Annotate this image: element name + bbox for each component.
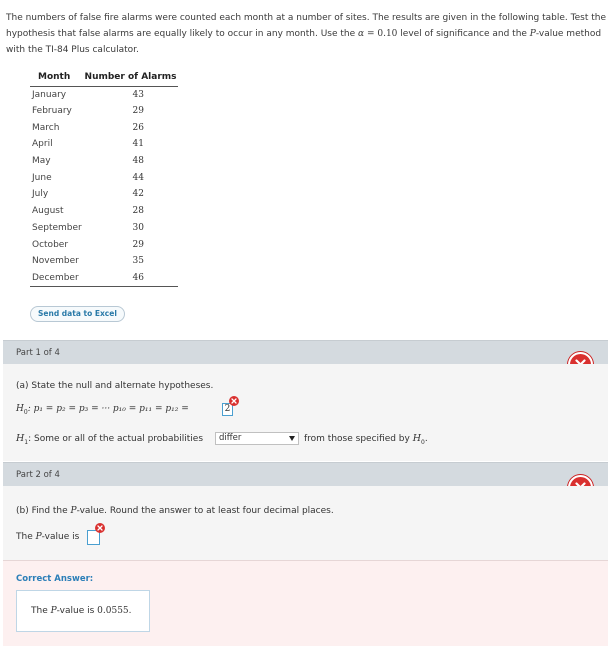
p-value-incorrect-icon — [95, 523, 105, 533]
alarms-cell: 46 — [83, 270, 178, 287]
alarms-cell: 42 — [132, 189, 144, 200]
null-hypothesis: $H_0$: p₁ = p₂ = p₃ = ··· p₁₀ = p₁₁ = p₁₂ = — [16, 404, 189, 416]
part2-header[interactable]: Part 2 of 4 — [3, 462, 608, 486]
month-cell: October — [32, 239, 69, 250]
alarms-cell: 44 — [132, 172, 144, 183]
alarms-cell: 41 — [132, 139, 144, 150]
month-cell: September — [32, 222, 82, 233]
alarms-cell: 35 — [132, 256, 144, 267]
alarms-cell: 43 — [132, 89, 144, 100]
month-cell: December — [30, 270, 83, 287]
table-row — [30, 153, 178, 170]
alarms-cell: 29 — [132, 106, 144, 117]
table-row — [30, 236, 178, 253]
h0-incorrect-icon — [229, 396, 239, 406]
correct-answer-title: Correct Answer: — [16, 574, 94, 584]
h1-tail: from those specified by $H_0$. — [304, 433, 428, 446]
alarms-cell: 30 — [132, 222, 144, 233]
month-cell: November — [32, 256, 79, 267]
alarms-cell: 29 — [132, 239, 144, 250]
part2-question: (b) Find the P-value. Round the answer to at least four decimal places. — [16, 506, 334, 516]
column-header-month: Month — [30, 68, 83, 86]
month-cell: February — [32, 106, 72, 117]
send-to-excel-button[interactable]: Send data to Excel — [30, 306, 125, 322]
correct-p-value: 0.0555 — [97, 606, 129, 616]
table-row — [30, 119, 178, 136]
month-cell: July — [32, 189, 49, 200]
table-row — [30, 86, 178, 103]
correct-answer-panel — [3, 560, 608, 646]
correct-answer-box: The P-value is 0.0555. — [16, 590, 150, 632]
month-cell: April — [32, 139, 53, 150]
table-row — [30, 253, 178, 270]
month-cell: August — [32, 206, 64, 217]
part1-question: (a) State the null and alternate hypotheses. — [16, 381, 214, 391]
part1-header[interactable]: Part 1 of 4 — [3, 340, 608, 364]
month-cell: May — [32, 156, 51, 167]
alarms-cell: 26 — [132, 122, 144, 133]
column-header-alarms: Number of Alarms — [83, 68, 178, 86]
h0-answer-input[interactable]: 2 — [222, 403, 233, 416]
month-cell: June — [32, 172, 52, 183]
table-row — [30, 220, 178, 237]
chevron-down-icon — [289, 436, 295, 441]
h1-relation-select[interactable]: differ — [215, 432, 299, 445]
part2-body — [3, 486, 608, 560]
alarms-table — [30, 68, 178, 287]
alternate-hypothesis: $H_1$: Some or all of the actual probabilities — [16, 433, 204, 446]
table-row — [30, 169, 178, 186]
p-value-label: The P-value is — [16, 532, 80, 542]
table-row — [30, 270, 178, 287]
table-row — [30, 203, 178, 220]
month-cell: March — [32, 122, 60, 133]
table-row — [30, 103, 178, 120]
month-cell: January — [32, 89, 67, 100]
table-row — [30, 186, 178, 203]
problem-statement: The numbers of false fire alarms were counted each month at a number of sites. The results are given in the following table. Test the hypothesis that false alarms are equally likely to occur in any month. Use the α = 0.10 level of significance and the P-value method with the TI-84 Plus calculator. — [6, 13, 607, 55]
alarms-cell: 28 — [132, 206, 144, 217]
table-row — [30, 136, 178, 153]
alarms-cell: 48 — [132, 156, 144, 167]
